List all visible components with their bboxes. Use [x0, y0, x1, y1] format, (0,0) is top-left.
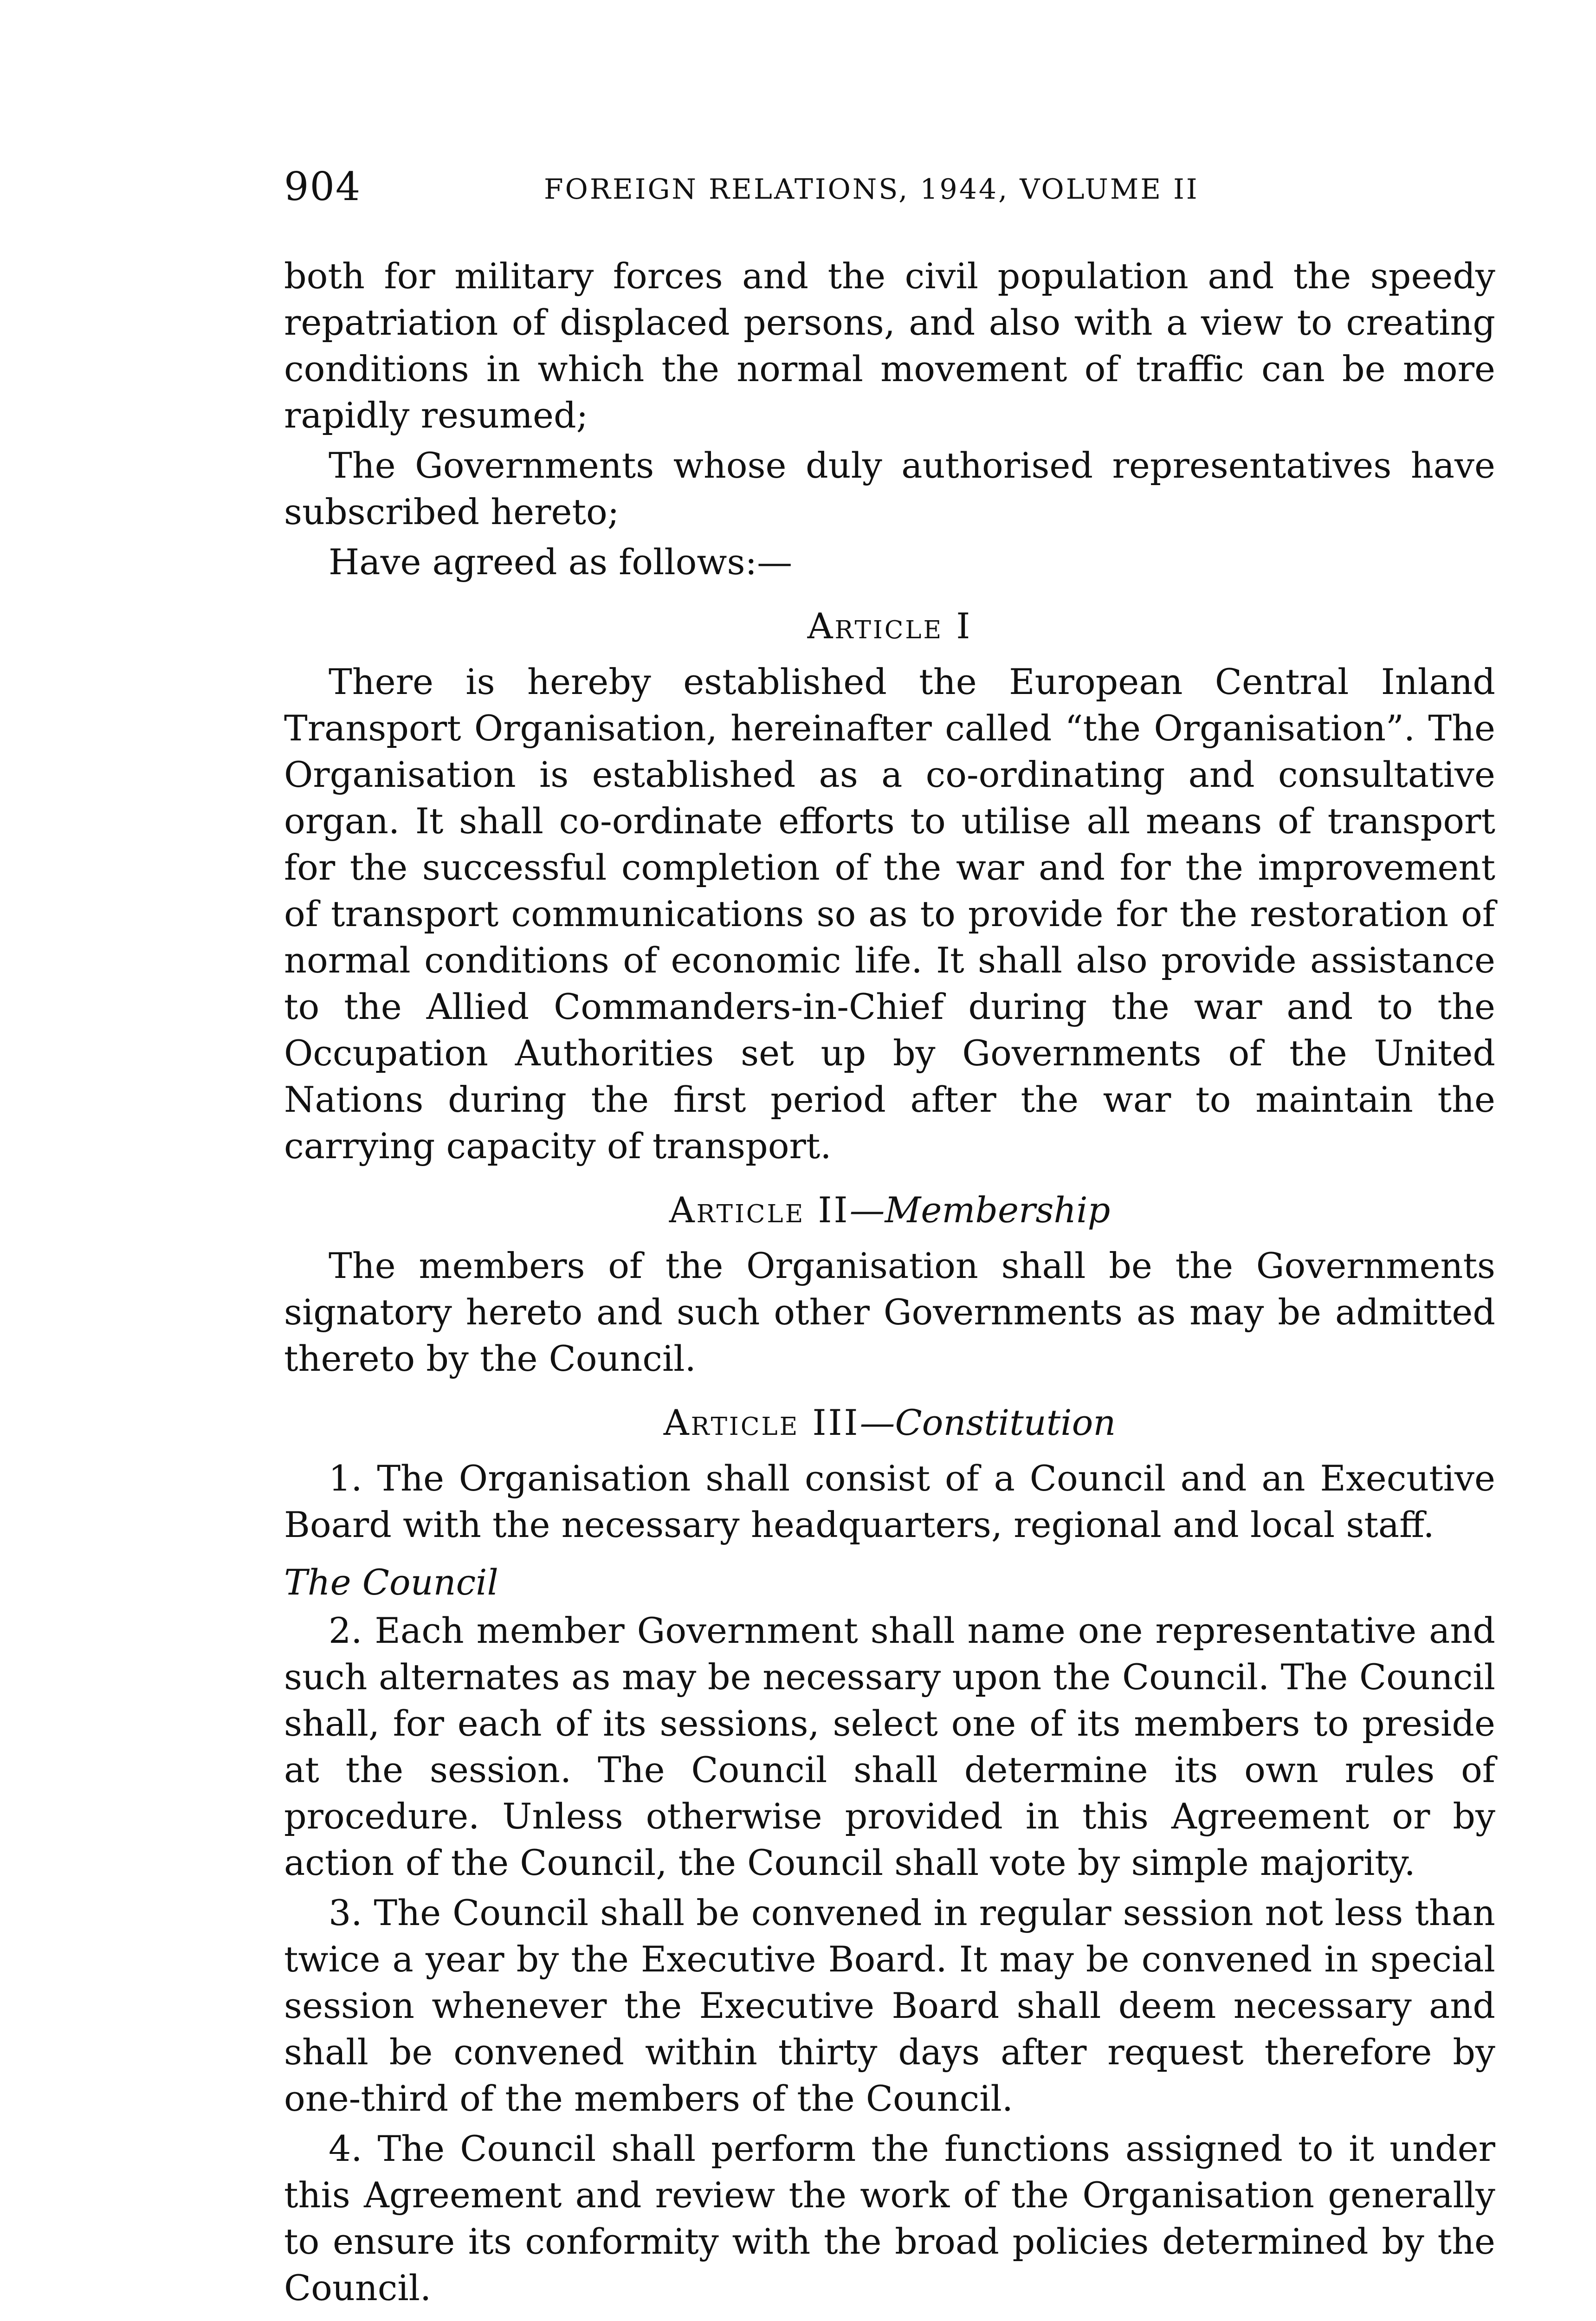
running-head: FOREIGN RELATIONS, 1944, VOLUME II — [544, 173, 1199, 206]
article-3-item-3: 3. The Council shall be convened in regular session not less than twice a year by the Executive Board. It may be convened in special session whenever the Executive Board shall deem necessary and shall be convened within thirty days after request therefore by one-third of the members of the Council. — [284, 1892, 1495, 2119]
article-2-heading — [284, 1187, 1495, 1233]
paragraph-governments: The Governments whose duly authorised representatives have subscribed hereto; — [284, 445, 1495, 532]
article-3-item-2: 2. Each member Government shall name one representative and such alternates as may be necessary upon the Council. The Council shall, for each of its sessions, select one of its members to preside at the session. The Council shall determine its own rules of procedure. Unless otherwise provided in this Agreement or by action of the Council, the Council shall vote by simple majority. — [284, 1610, 1495, 1883]
article-3-item-4: 4. The Council shall perform the functions assigned to it under this Agreement and review the work of the Organisation generally to ensure its conformity with the broad policies determined by the Council. — [284, 2128, 1495, 2308]
paragraph-preamble-continued: both for military forces and the civil population and the speedy repatriation of displaced persons, and also with a view to creating conditions in which the normal movement of traffic can be more rapidly resumed; — [284, 255, 1495, 436]
page-number: 904 — [284, 164, 362, 209]
paragraph-agreed: Have agreed as follows:— — [329, 541, 793, 583]
article-1-label: Article I — [807, 605, 972, 647]
council-subheading: The Council — [284, 1562, 498, 1603]
article-2-text: The members of the Organisation shall be the Governments signatory hereto and such other Governments as may be admitted thereto by the Council. — [284, 1245, 1495, 1379]
article-1-heading — [284, 603, 1495, 649]
page-header — [284, 163, 1500, 219]
article-1-text: There is hereby established the European Central Inland Transport Organisation, hereinafter called “the Organisation”. The Organisation is established as a co-ordinating and consultative organ. It shall co-ordinate efforts to utilise all means of transport for the successful completion of the war and for the improvement of transport communications so as to provide for the restoration of normal conditions of economic life. It shall also provide assistance to the Allied Commanders-in-Chief during the war and to the Occupation Authorities set up by Governments of the United Nations during the first period after the war to maintain the carrying capacity of transport. — [284, 661, 1495, 1167]
article-3-title: —Constitution — [859, 1402, 1116, 1443]
article-3-heading — [284, 1400, 1495, 1446]
article-3-label: Article III — [663, 1402, 860, 1443]
article-2-label: Article II — [669, 1189, 850, 1231]
body-text — [284, 253, 1495, 2311]
article-3-item-1: 1. The Organisation shall consist of a Council and an Executive Board with the necessary headquarters, regional and local staff. — [284, 1458, 1495, 1545]
article-2-title: —Membership — [849, 1189, 1111, 1231]
